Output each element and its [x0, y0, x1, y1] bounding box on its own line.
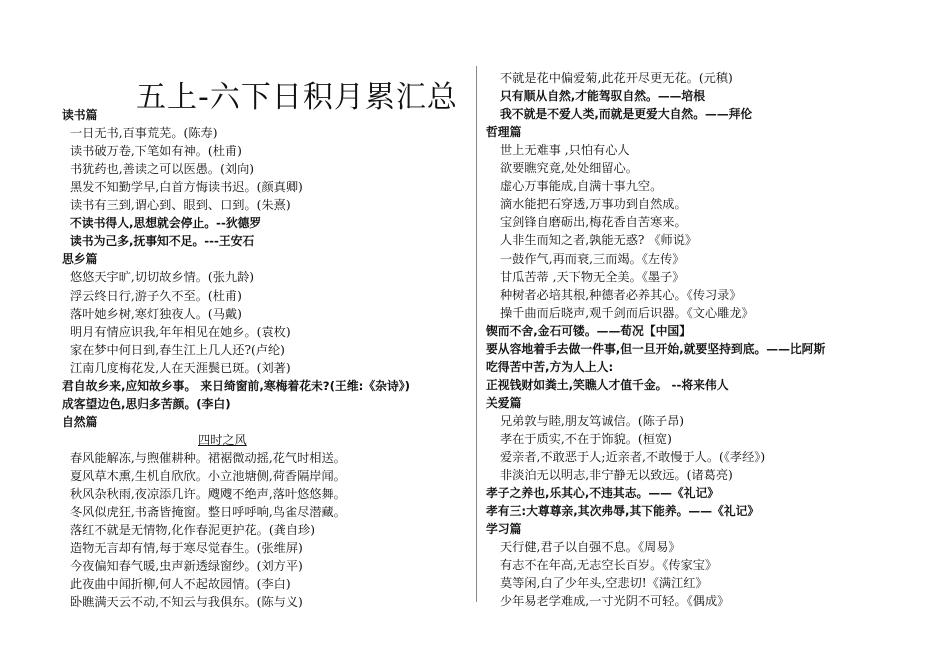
quote-line: 爱亲者,不敢恶于人;近亲者,不敢慢于人。(《孝经》)	[500, 450, 766, 465]
quote-line: 今夜偏知春气暖,虫声新透绿窗纱。(刘方平)	[70, 559, 303, 574]
quote-line-bold: 吃得苦中苦,方为人上人:	[486, 359, 614, 374]
quote-line: 欲要瞧究竟,处处细留心。	[500, 161, 638, 176]
quote-line: 不就是花中偏爱菊,此花开尽更无花。(元稹)	[500, 71, 733, 85]
quote-line-bold: 孝有三:大尊尊亲,其次弗辱,其下能养。——《礼记》	[486, 504, 760, 519]
quote-line: 莫等闲,白了少年头,空悲切!《满江红》	[500, 576, 708, 591]
quote-line: 明月有情应识我,年年相见在她乡。(袁枚)	[70, 324, 291, 339]
quote-line: 此夜曲中闻折柳,何人不起故园情。(李白)	[70, 577, 291, 592]
quote-line: 甘瓜苦蒂 ,天下物无全美。《墨子》	[500, 269, 685, 284]
quote-line-bold: 锲而不舍,金石可镂。——荀况【中国】	[486, 323, 692, 338]
section-heading: 思乡篇	[62, 252, 98, 267]
quote-line-bold: 要从容地着手去做一件事,但一旦开始,就要坚持到底。——比阿斯	[486, 341, 826, 356]
quote-line: 读书破万卷,下笔如有神。(杜甫)	[70, 144, 242, 159]
quote-line: 夏风草木熏,生机自欣欣。小立池塘侧,荷香隔岸闻。	[70, 469, 346, 483]
quote-line: 世上无难事 ,只怕有心人	[500, 143, 630, 158]
quote-line: 一鼓作气,再而衰,三而竭。《左传》	[500, 251, 685, 266]
quote-line: 读书有三到,谓心到、眼到、口到。(朱熹)	[70, 198, 291, 213]
quote-line: 孝在于质实,不在于饰貌。(桓宽)	[500, 432, 672, 446]
section-heading: 关爱篇	[486, 395, 522, 410]
section-heading: 自然篇	[62, 414, 98, 429]
quote-line: 天行健,君子以自强不息。《周易》	[500, 540, 681, 555]
quote-line-bold: 正视钱财如粪土,笑瞧人才值千金。 --将来伟人	[486, 377, 729, 392]
poem-title: 四时之风	[198, 432, 247, 447]
quote-line-bold: 不读书得人,思想就会停止。--狄德罗	[70, 216, 262, 231]
quote-line: 浮云终日行,游子久不至。(杜甫)	[70, 288, 242, 303]
quote-line: 虚心万事能成,自满十事九空。	[500, 179, 663, 194]
quote-line-bold: 孝子之养也,乐其心,不违其志。——《礼记》	[486, 486, 720, 501]
quote-line-bold: 只有顺从自然,才能驾驭自然。——培根	[500, 89, 706, 104]
quote-line: 非淡泊无以明志,非宁静无以致远。(诸葛亮)	[500, 468, 733, 483]
quote-line: 冬风似虎狂,书斋皆掩窗。整日呼呼响,鸟雀尽潜藏。	[70, 505, 346, 520]
page-title: 五上-六下日积月累汇总	[136, 80, 458, 115]
quote-line: 滴水能把石穿透,万事功到自然成。	[500, 197, 687, 212]
quote-line: 一日无书,百事荒芜。(陈寿)	[70, 126, 218, 141]
quote-line: 家在梦中何日到,春生江上几人还?(卢纶)	[70, 342, 285, 357]
quote-line-bold: 我不就是不爱人类,而就是更爱大自然。——拜伦	[500, 107, 753, 122]
quote-line: 春风能解冻,与煦催耕种。裙裾微动摇,花气时相送。	[70, 450, 346, 465]
quote-line: 黑发不知勤学早,白首方悔读书迟。(颜真卿)	[70, 180, 303, 195]
quote-line: 少年易老学难成,一寸光阴不可轻。《偶成》	[500, 594, 730, 609]
quote-line: 宝剑锋自磨砺出,梅花香自苦寒来。	[500, 215, 687, 230]
quote-line: 秋风杂秋雨,夜凉添几许。飕飕不绝声,落叶悠悠舞。	[70, 487, 346, 502]
quote-line: 悠悠天宇旷,切切故乡情。(张九龄)	[70, 270, 255, 285]
quote-line: 卧瞧满天云不动,不知云与我俱东。(陈与义)	[70, 595, 303, 610]
quote-line: 兄弟敦与睦,朋友笃诚信。(陈子昂)	[500, 413, 685, 428]
column-divider	[476, 66, 477, 602]
quote-line: 人非生而知之者,孰能无惑? 《师说》	[500, 233, 698, 248]
quote-line: 江南几度梅花发,人在天涯鬓已斑。(刘著)	[70, 360, 291, 375]
quote-line: 落叶她乡树,寒灯独夜人。(马戴)	[70, 306, 242, 321]
quote-line: 落红不就是无情物,化作春泥更护花。(龚自珍)	[70, 523, 315, 538]
quote-line-bold: 君自故乡来,应知故乡事。 来日绮窗前,寒梅着花未?(王维:《杂诗》)	[62, 378, 411, 393]
quote-line: 种树者必培其根,种德者必养其心。《传习录》	[500, 287, 742, 302]
quote-line: 书犹药也,善读之可以医愚。(刘向)	[70, 162, 255, 177]
section-heading: 读书篇	[62, 108, 98, 122]
quote-line: 造物无言却有情,每于寒尽觉春生。(张维屏)	[70, 541, 303, 556]
quote-line: 有志不在年高,无志空长百岁。《传家宝》	[500, 558, 718, 573]
section-heading: 哲理篇	[486, 125, 522, 140]
quote-line-bold: 读书为己多,抚事知不足。---王安石	[70, 234, 255, 249]
section-heading: 学习篇	[486, 522, 522, 537]
quote-line-bold: 成客望边色,思归多苦颜。(李白)	[62, 396, 231, 411]
quote-line: 操千曲而后晓声,观千剑而后识器。《文心雕龙》	[500, 305, 754, 320]
